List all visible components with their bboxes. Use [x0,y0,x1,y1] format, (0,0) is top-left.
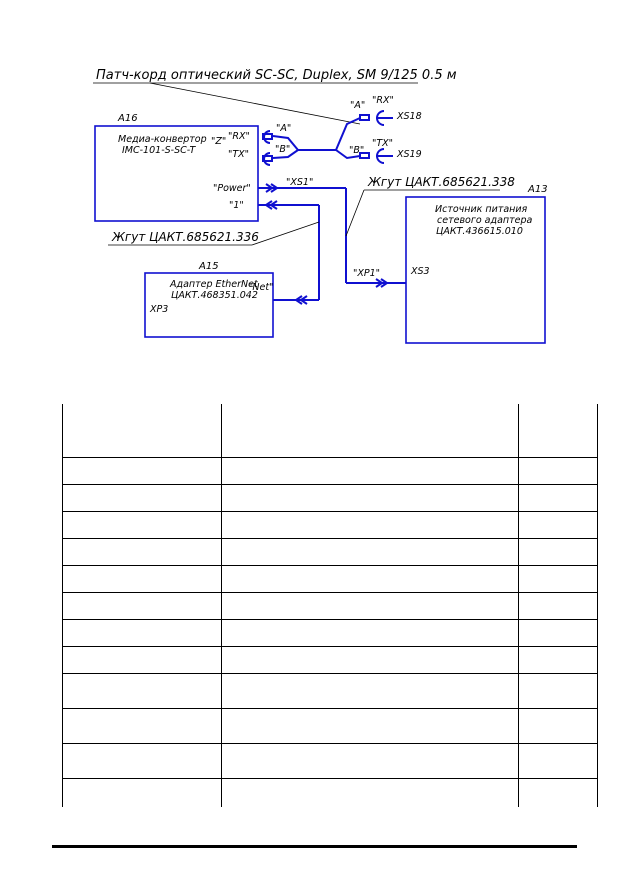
ethernet-adapter-code: ЦАКТ.468351.042 [171,290,258,301]
media-converter-model: IMC-101-S-SC-T [122,145,196,156]
table-cell [519,566,598,593]
table-cell [519,404,598,458]
ethernet-adapter-port: XP3 [150,304,169,315]
connector-b-left-label: "B" [275,144,291,155]
table-cell [519,709,598,744]
ethernet-adapter-ref: A15 [199,261,219,272]
table-cell [63,744,222,779]
connector-a-right-label: "A" [350,100,366,111]
table-cell [519,620,598,647]
table-row [63,647,598,674]
specification-table [62,404,598,807]
table-cell [222,485,519,512]
table-row [63,566,598,593]
connector-b-left-socket [264,153,270,165]
harness-338-label: Жгут ЦАКТ.685621.338 [368,175,515,189]
table-row [63,485,598,512]
port-one-label: "1" [229,200,244,211]
table-row [63,620,598,647]
table-cell [222,593,519,620]
table-cell [63,674,222,709]
harness-336-label: Жгут ЦАКТ.685621.336 [112,230,259,244]
table-cell [222,779,519,808]
connector-a-left-label: "A" [276,123,292,134]
table-cell [63,779,222,808]
table-cell [222,647,519,674]
table-cell [63,620,222,647]
table-cell [222,566,519,593]
table-cell [519,512,598,539]
harness-336-leader [252,222,319,245]
table-row [63,512,598,539]
xp1-label: "XP1" [353,268,381,279]
table-row [63,744,598,779]
patch-cord-leader [150,83,360,124]
table-cell [63,566,222,593]
table-cell [63,404,222,458]
power-supply-port: XS3 [411,266,430,277]
connector-a-right-plug [360,115,369,120]
media-converter-name: Медиа-конвертор [118,134,207,145]
xs1-label: "XS1" [286,177,314,188]
power-supply-line2: сетевого адаптера [437,215,533,226]
table-cell [63,512,222,539]
table-cell [519,779,598,808]
media-converter-ref: A16 [118,113,138,124]
port-z-label: "Z" [211,136,227,147]
power-supply-ref: A13 [528,184,548,195]
table-cell [222,539,519,566]
xs18-label: XS18 [397,111,422,122]
tx-label: "TX" [372,138,394,149]
table-cell [519,485,598,512]
port-power-label: "Power" [213,183,251,194]
table-cell [63,709,222,744]
table-cell [519,744,598,779]
table-row [63,779,598,808]
table-row [63,458,598,485]
wiring-diagram [0,0,632,400]
footer-rule [52,845,577,848]
table-header-row [63,404,598,458]
port-tx-label: "TX" [228,149,250,160]
table-cell [519,539,598,566]
table-cell [63,485,222,512]
table-cell [519,647,598,674]
table-cell [519,458,598,485]
table-row [63,674,598,709]
power-supply-code: ЦАКТ.436615.010 [436,226,523,237]
xs19-label: XS19 [397,149,422,160]
rx-label: "RX" [372,95,394,106]
table-cell [222,512,519,539]
table-cell [63,593,222,620]
table-cell [222,458,519,485]
power-supply-line1: Источник питания [435,204,528,215]
table-cell [222,674,519,709]
connector-a-left-socket [264,131,270,143]
patch-cord-label: Патч-корд оптический SC-SC, Duplex, SM 9/125 0.5 м [96,68,457,83]
table-row [63,709,598,744]
harness-338-leader [346,190,364,236]
ethernet-adapter-net-port: "Net" [248,282,274,293]
table-cell [519,674,598,709]
table-cell [63,647,222,674]
table-cell [63,539,222,566]
ethernet-adapter-name: Адаптер EtherNet [170,279,258,290]
table-cell [222,744,519,779]
table-row [63,593,598,620]
port-rx-label: "RX" [228,131,250,142]
table-cell [222,404,519,458]
table-cell [222,620,519,647]
connector-b-right-label: "B" [349,145,365,156]
table-row [63,539,598,566]
table-cell [222,709,519,744]
table-cell [519,593,598,620]
table-cell [63,458,222,485]
